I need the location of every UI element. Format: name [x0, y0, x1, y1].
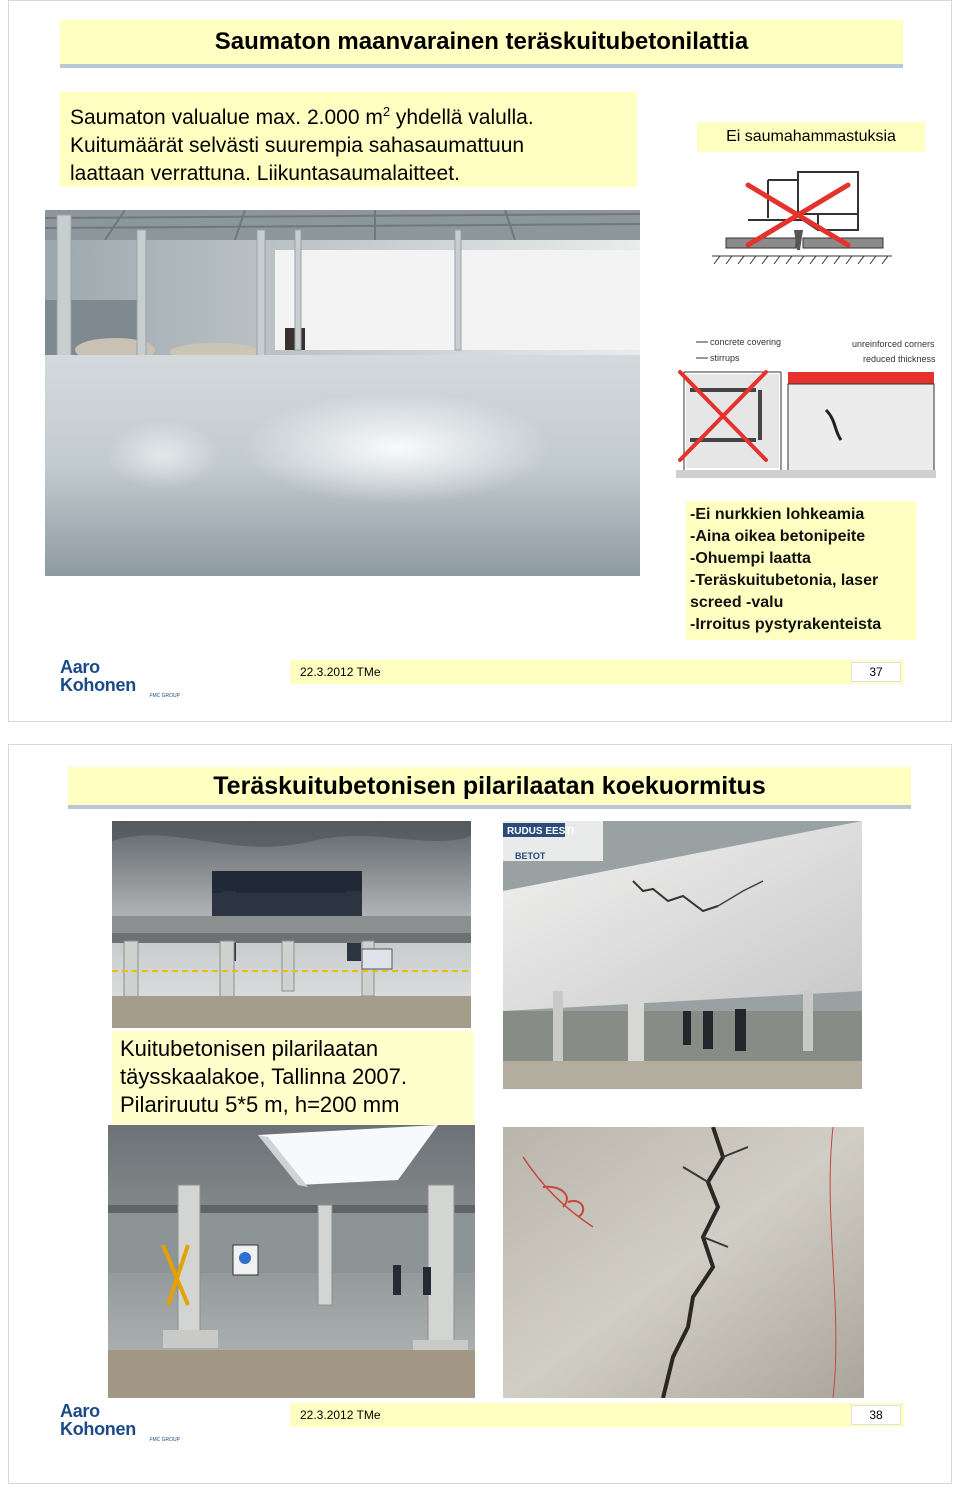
- caption-line: täysskaalakoe, Tallinna 2007.: [120, 1064, 408, 1089]
- svg-text:stirrups: stirrups: [710, 353, 740, 363]
- callout-no-dowels: Ei saumahammastuksia: [697, 122, 925, 152]
- svg-text:reduced thickness: reduced thickness: [863, 354, 936, 364]
- company-logo: Aaro Kohonen FMC GROUP: [60, 1401, 180, 1443]
- benefit-item: -Ohuempi laatta: [690, 550, 811, 567]
- slide-title-text: Teräskuitubetonisen pilarilaatan koekuormitus: [213, 771, 766, 800]
- photo-caption: [112, 1031, 474, 1125]
- page-number: 38: [851, 1405, 901, 1425]
- intro-line-3: laattaan verrattuna. Liikuntasaumalaitteet.: [70, 162, 460, 185]
- svg-text:concrete covering: concrete covering: [710, 337, 782, 347]
- warehouse-floor-photo: [45, 210, 640, 576]
- caption-line: Pilariruutu 5*5 m, h=200 mm: [120, 1092, 400, 1117]
- svg-text:BETOT: BETOT: [515, 851, 546, 861]
- slide-title: [68, 767, 911, 809]
- benefit-item: -Ei nurkkien lohkeamia: [690, 506, 865, 523]
- benefit-item: -Irroitus pystyrakenteista: [690, 616, 882, 633]
- dowel-machine-drawing: [708, 160, 898, 275]
- svg-text:RUDUS EESTI: RUDUS EESTI: [507, 826, 575, 837]
- crack-closeup-photo: [503, 1127, 864, 1398]
- benefit-item: -Teräskuitubetonia, laser: [690, 572, 879, 589]
- benefits-list: [686, 501, 916, 640]
- intro-text-box: [60, 92, 637, 187]
- slide-title: [60, 20, 903, 68]
- benefit-item: screed -valu: [690, 594, 784, 611]
- intro-line-2: Kuitumäärät selvästi suurempia sahasaumattuun: [70, 134, 525, 157]
- cracked-slab-photo: [503, 821, 862, 1089]
- page-number: 37: [851, 662, 901, 682]
- slab-edge-detail-drawing: [676, 330, 936, 482]
- slide-title-text: Saumaton maanvarainen teräskuitubetonilattia: [214, 28, 749, 55]
- svg-text:unreinforced corners: unreinforced corners: [852, 339, 935, 349]
- caption-line: Kuitubetonisen pilarilaatan: [120, 1036, 379, 1061]
- intro-line-1: Saumaton valualue max. 2.000 $m^2$ yhdellä valulla.: [70, 104, 534, 129]
- test-setup-photo: [112, 821, 471, 1028]
- benefit-item: -Aina oikea betonipeite: [690, 528, 866, 545]
- footer-date: 22.3.2012 TMe: [290, 1403, 904, 1427]
- footer-date: 22.3.2012 TMe: [290, 660, 904, 684]
- under-slab-photo: [108, 1125, 475, 1398]
- company-logo: Aaro Kohonen FMC GROUP: [60, 657, 180, 699]
